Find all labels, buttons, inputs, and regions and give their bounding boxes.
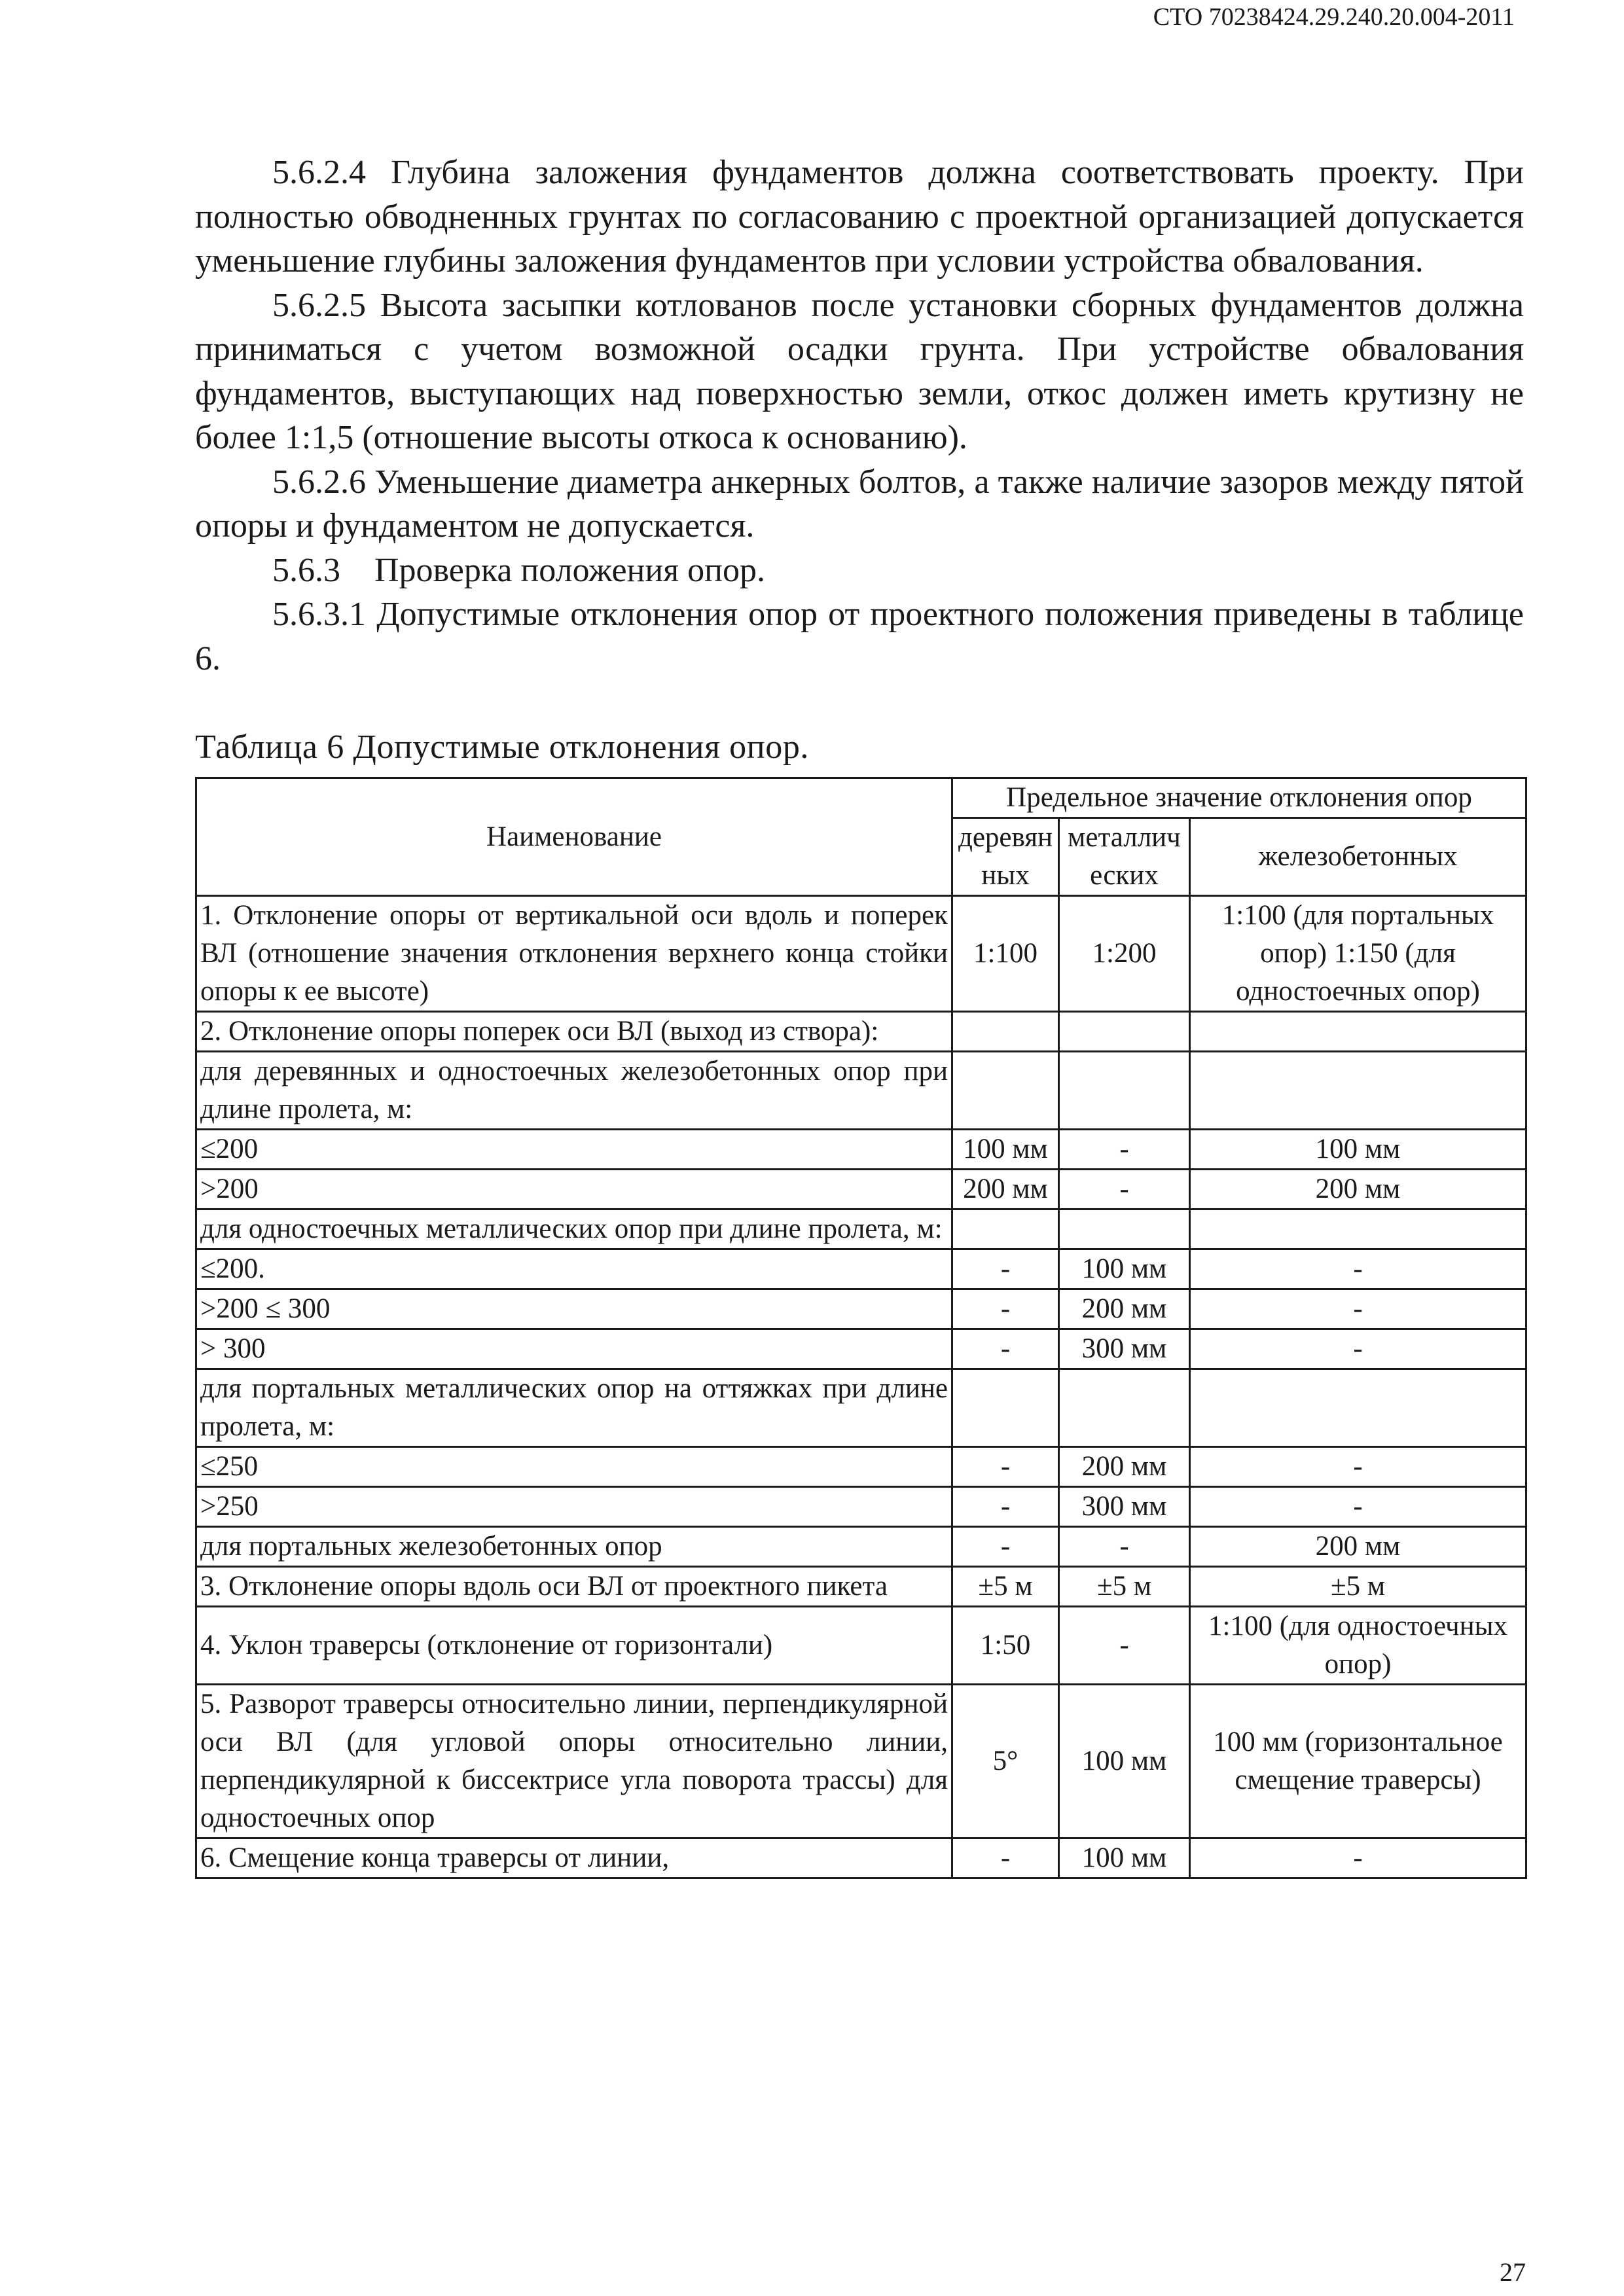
row-wood bbox=[952, 1369, 1059, 1447]
table-row bbox=[196, 1012, 1526, 1052]
table-row bbox=[196, 1130, 1526, 1170]
table-caption: Таблица 6 Допустимые отклонения опор. bbox=[195, 728, 810, 766]
row-concrete: ±5 м bbox=[1190, 1567, 1526, 1607]
row-name: ≤200 bbox=[196, 1130, 952, 1170]
row-name: для деревянных и одностоечных железобетонных опор при длине пролета, м: bbox=[196, 1052, 952, 1130]
row-concrete bbox=[1190, 1012, 1526, 1052]
header-metal: металлических bbox=[1059, 818, 1190, 896]
row-wood: - bbox=[952, 1527, 1059, 1567]
row-concrete bbox=[1190, 1052, 1526, 1130]
table-row bbox=[196, 1839, 1526, 1878]
row-metal: - bbox=[1059, 1607, 1190, 1685]
row-wood: - bbox=[952, 1487, 1059, 1527]
row-concrete: 1:100 (для портальных опор) 1:150 (для одностоечных опор) bbox=[1190, 896, 1526, 1012]
table-row bbox=[196, 1249, 1526, 1289]
row-metal: 300 мм bbox=[1059, 1487, 1190, 1527]
table-header-row bbox=[196, 778, 1526, 818]
row-concrete bbox=[1190, 1369, 1526, 1447]
row-metal: - bbox=[1059, 1170, 1190, 1210]
row-name: 1. Отклонение опоры от вертикальной оси вдоль и поперек ВЛ (отношение значения отклонения верхнего конца стойки опоры к ее высоте) bbox=[196, 896, 952, 1012]
row-name: для портальных железобетонных опор bbox=[196, 1527, 952, 1567]
paragraph-5-6-2-4: 5.6.2.4 Глубина заложения фундаментов должна соответствовать проекту. При полностью обводненных грунтах по согласованию с проектной организацией допускается уменьшение глубины заложения фундаментов при условии устройства обвалования. bbox=[195, 154, 1524, 279]
row-metal bbox=[1059, 1369, 1190, 1447]
row-name: > 300 bbox=[196, 1329, 952, 1369]
body-text bbox=[195, 151, 1524, 681]
section-5-6-3-heading: 5.6.3 Проверка положения опор. bbox=[272, 551, 765, 589]
row-name: ≤250 bbox=[196, 1447, 952, 1487]
row-name: 3. Отклонение опоры вдоль оси ВЛ от проектного пикета bbox=[196, 1567, 952, 1607]
row-name: 2. Отклонение опоры поперек оси ВЛ (выход из створа): bbox=[196, 1012, 952, 1052]
row-metal bbox=[1059, 1012, 1190, 1052]
row-metal: - bbox=[1059, 1130, 1190, 1170]
row-concrete: - bbox=[1190, 1487, 1526, 1527]
table-row bbox=[196, 1567, 1526, 1607]
row-concrete: - bbox=[1190, 1839, 1526, 1878]
document-code: СТО 70238424.29.240.20.004-2011 bbox=[1153, 3, 1515, 31]
page-number: 27 bbox=[1500, 2257, 1526, 2287]
row-concrete: 1:100 (для одностоечных опор) bbox=[1190, 1607, 1526, 1685]
table-row bbox=[196, 1289, 1526, 1329]
row-name: 5. Разворот траверсы относительно линии, перпендикулярной оси ВЛ (для угловой опоры относительно линии, перпендикулярной к биссектрисе угла поворота трассы) для одностоечных опор bbox=[196, 1685, 952, 1839]
row-metal: 200 мм bbox=[1059, 1447, 1190, 1487]
row-wood: 5° bbox=[952, 1685, 1059, 1839]
row-wood: - bbox=[952, 1329, 1059, 1369]
row-wood: 100 мм bbox=[952, 1130, 1059, 1170]
row-concrete: - bbox=[1190, 1447, 1526, 1487]
header-wood: деревянных bbox=[952, 818, 1059, 896]
row-wood: - bbox=[952, 1249, 1059, 1289]
paragraph-5-6-2-6: 5.6.2.6 Уменьшение диаметра анкерных болтов, а также наличие зазоров между пятой опоры и фундаментом не допускается. bbox=[195, 463, 1524, 545]
row-concrete: 100 мм (горизонтальное смещение траверсы) bbox=[1190, 1685, 1526, 1839]
row-name: 6. Смещение конца траверсы от линии, bbox=[196, 1839, 952, 1878]
row-wood: - bbox=[952, 1447, 1059, 1487]
table-row bbox=[196, 1447, 1526, 1487]
row-metal: 100 мм bbox=[1059, 1249, 1190, 1289]
row-concrete bbox=[1190, 1210, 1526, 1249]
table-row bbox=[196, 1369, 1526, 1447]
row-wood bbox=[952, 1012, 1059, 1052]
row-concrete: - bbox=[1190, 1329, 1526, 1369]
row-metal: 100 мм bbox=[1059, 1839, 1190, 1878]
deviation-table bbox=[195, 777, 1527, 1879]
table-row bbox=[196, 896, 1526, 1012]
row-wood bbox=[952, 1052, 1059, 1130]
header-limit-group: Предельное значение отклонения опор bbox=[952, 778, 1526, 818]
row-name: для портальных металлических опор на оттяжках при длине пролета, м: bbox=[196, 1369, 952, 1447]
paragraph-5-6-3-1: 5.6.3.1 Допустимые отклонения опор от проектного положения приведены в таблице 6. bbox=[195, 596, 1524, 677]
row-name: 4. Уклон траверсы (отклонение от горизонтали) bbox=[196, 1607, 952, 1685]
paragraph-5-6-2-5: 5.6.2.5 Высота засыпки котлованов после установки сборных фундаментов должна приниматься с учетом возможной осадки грунта. При устройстве обвалования фундаментов, выступающих над поверхностью земли, откос должен иметь крутизну не более 1:1,5 (отношение высоты откоса к основанию). bbox=[195, 286, 1524, 456]
header-name: Наименование bbox=[196, 778, 952, 896]
row-metal bbox=[1059, 1210, 1190, 1249]
row-name: для одностоечных металлических опор при длине пролета, м: bbox=[196, 1210, 952, 1249]
table-row bbox=[196, 1607, 1526, 1685]
row-wood: - bbox=[952, 1839, 1059, 1878]
table-row bbox=[196, 1527, 1526, 1567]
table-row bbox=[196, 1685, 1526, 1839]
row-concrete: 100 мм bbox=[1190, 1130, 1526, 1170]
row-wood: 200 мм bbox=[952, 1170, 1059, 1210]
row-metal: 200 мм bbox=[1059, 1289, 1190, 1329]
row-name: >250 bbox=[196, 1487, 952, 1527]
table-row bbox=[196, 1170, 1526, 1210]
row-wood bbox=[952, 1210, 1059, 1249]
row-metal: - bbox=[1059, 1527, 1190, 1567]
table-row bbox=[196, 1329, 1526, 1369]
row-wood: 1:50 bbox=[952, 1607, 1059, 1685]
table-row bbox=[196, 1052, 1526, 1130]
header-concrete: железобетонных bbox=[1190, 818, 1526, 896]
row-wood: ±5 м bbox=[952, 1567, 1059, 1607]
row-concrete: - bbox=[1190, 1289, 1526, 1329]
row-name: >200 bbox=[196, 1170, 952, 1210]
row-metal: ±5 м bbox=[1059, 1567, 1190, 1607]
row-wood: 1:100 bbox=[952, 896, 1059, 1012]
row-metal: 100 мм bbox=[1059, 1685, 1190, 1839]
row-concrete: - bbox=[1190, 1249, 1526, 1289]
table-row bbox=[196, 1487, 1526, 1527]
row-concrete: 200 мм bbox=[1190, 1170, 1526, 1210]
row-name: >200 ≤ 300 bbox=[196, 1289, 952, 1329]
row-metal: 1:200 bbox=[1059, 896, 1190, 1012]
table-row bbox=[196, 1210, 1526, 1249]
row-metal bbox=[1059, 1052, 1190, 1130]
row-name: ≤200. bbox=[196, 1249, 952, 1289]
row-metal: 300 мм bbox=[1059, 1329, 1190, 1369]
row-wood: - bbox=[952, 1289, 1059, 1329]
row-concrete: 200 мм bbox=[1190, 1527, 1526, 1567]
